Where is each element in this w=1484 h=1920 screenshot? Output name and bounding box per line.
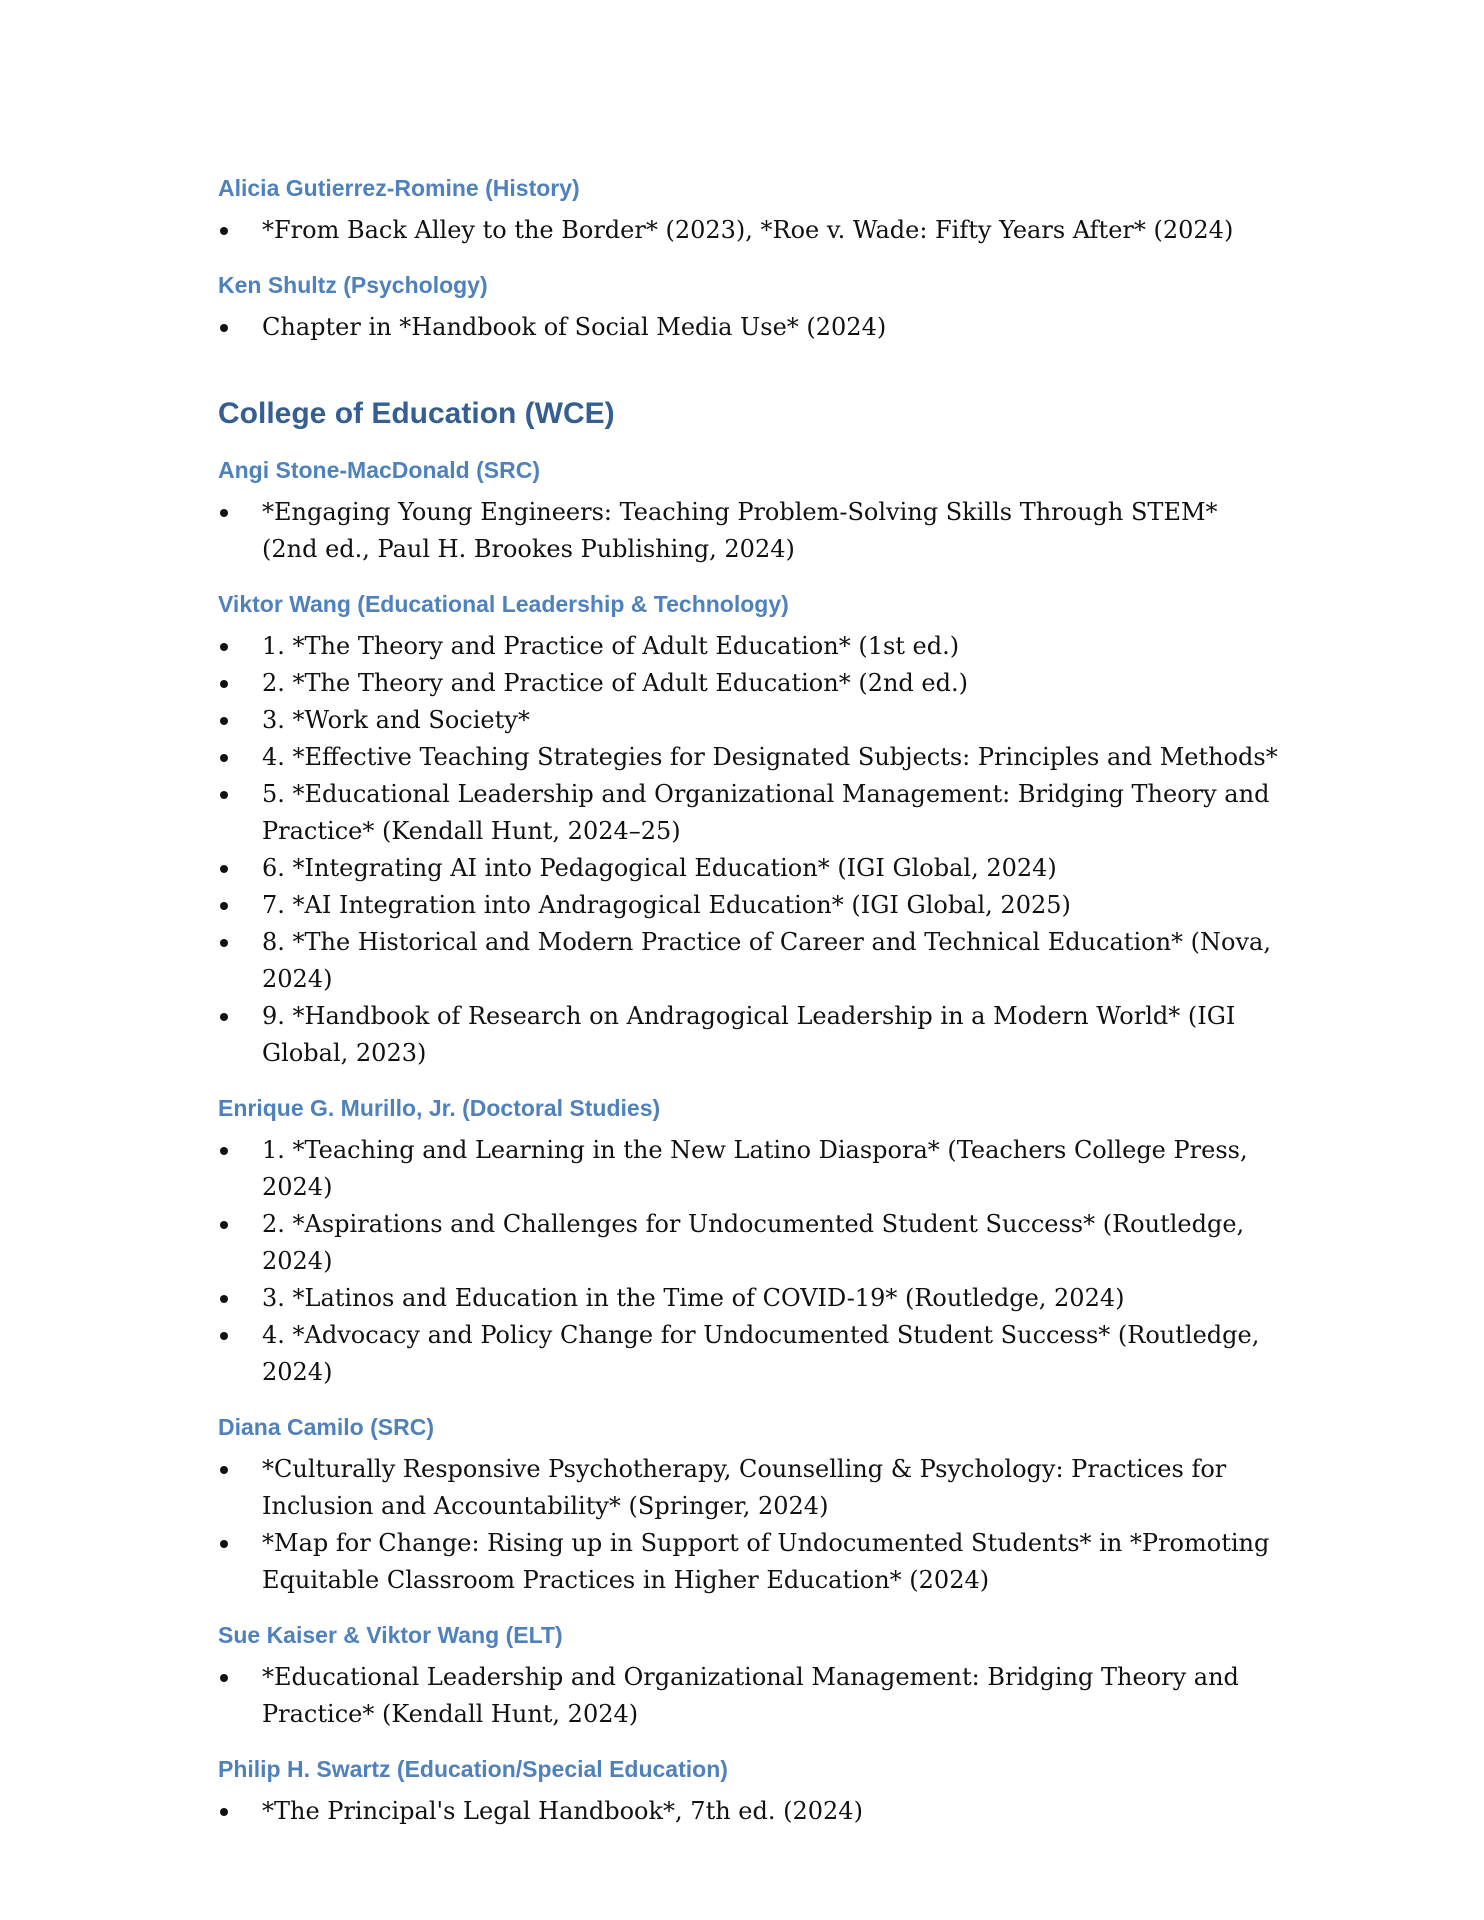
publication-list	[218, 309, 1278, 346]
bullet-icon	[220, 643, 228, 651]
publication-text: 1. *Teaching and Learning in the New Latino Diaspora* (Teachers College Press, 2024)	[262, 1136, 1248, 1201]
publication-item	[218, 1451, 1278, 1525]
publication-text: 5. *Educational Leadership and Organizational Management: Bridging Theory and Practice* (Kendall Hunt, 2024–25)	[262, 780, 1270, 845]
entry-camilo	[218, 1411, 1278, 1599]
bullet-icon	[220, 1674, 228, 1682]
publication-item	[218, 494, 1278, 568]
entry-swartz	[218, 1753, 1278, 1830]
publication-list	[218, 1659, 1278, 1733]
publication-item	[218, 1793, 1278, 1830]
publication-item	[218, 887, 1278, 924]
bullet-icon	[220, 1540, 228, 1548]
publication-text: 1. *The Theory and Practice of Adult Education* (1st ed.)	[262, 632, 960, 660]
bullet-icon	[220, 1332, 228, 1340]
publication-text: 8. *The Historical and Modern Practice of Career and Technical Education* (Nova, 2024)	[262, 928, 1271, 993]
bullet-icon	[220, 227, 228, 235]
publication-text: 3. *Work and Society*	[262, 706, 530, 734]
publication-item	[218, 628, 1278, 665]
bullet-icon	[220, 680, 228, 688]
entry-heading: Ken Shultz (Psychology)	[218, 272, 488, 298]
publication-text: *From Back Alley to the Border* (2023), *Roe v. Wade: Fifty Years After* (2024)	[262, 216, 1234, 244]
publication-list	[218, 628, 1278, 1072]
bullet-icon	[220, 717, 228, 725]
entry-shultz	[218, 269, 1278, 346]
entry-kaiser-wang	[218, 1619, 1278, 1733]
publication-text: *Map for Change: Rising up in Support of Undocumented Students* in *Promoting Equitable Classroom Practices in Higher Education* (2024)	[262, 1529, 1270, 1594]
publication-item	[218, 924, 1278, 998]
publication-text: *Educational Leadership and Organizational Management: Bridging Theory and Practice* (Kendall Hunt, 2024)	[262, 1663, 1239, 1728]
entry-stone-macdonald	[218, 454, 1278, 568]
bullet-icon	[220, 939, 228, 947]
publication-list	[218, 1793, 1278, 1830]
entry-heading: Viktor Wang (Educational Leadership & Technology)	[218, 591, 789, 617]
bullet-icon	[220, 902, 228, 910]
entry-gutierrez-romine	[218, 172, 1278, 249]
publication-text: 2. *Aspirations and Challenges for Undocumented Student Success* (Routledge, 2024)	[262, 1210, 1245, 1275]
document-page	[218, 172, 1278, 1850]
entry-heading: Sue Kaiser & Viktor Wang (ELT)	[218, 1622, 563, 1648]
bullet-icon	[220, 324, 228, 332]
publication-item	[218, 212, 1278, 249]
publication-item	[218, 1317, 1278, 1391]
publication-item	[218, 850, 1278, 887]
publication-item	[218, 1525, 1278, 1599]
bullet-icon	[220, 1013, 228, 1021]
publication-text: *Engaging Young Engineers: Teaching Problem-Solving Skills Through STEM* (2nd ed., Paul H. Brookes Publishing, 2024)	[262, 498, 1218, 563]
publication-item	[218, 1659, 1278, 1733]
publication-text: 7. *AI Integration into Andragogical Education* (IGI Global, 2025)	[262, 891, 1071, 919]
publication-text: 4. *Effective Teaching Strategies for Designated Subjects: Principles and Methods*	[262, 743, 1278, 771]
bullet-icon	[220, 754, 228, 762]
bullet-icon	[220, 791, 228, 799]
publication-item	[218, 1206, 1278, 1280]
publication-text: 9. *Handbook of Research on Andragogical Leadership in a Modern World* (IGI Global, 2023)	[262, 1002, 1236, 1067]
bullet-icon	[220, 1808, 228, 1816]
publication-text: Chapter in *Handbook of Social Media Use* (2024)	[262, 313, 887, 341]
publication-item	[218, 309, 1278, 346]
bullet-icon	[220, 509, 228, 517]
bullet-icon	[220, 1147, 228, 1155]
publication-text: 6. *Integrating AI into Pedagogical Education* (IGI Global, 2024)	[262, 854, 1057, 882]
publication-text: 2. *The Theory and Practice of Adult Education* (2nd ed.)	[262, 669, 968, 697]
publication-item	[218, 665, 1278, 702]
bullet-icon	[220, 1295, 228, 1303]
publication-item	[218, 998, 1278, 1072]
bullet-icon	[220, 1466, 228, 1474]
entry-heading: Angi Stone-MacDonald (SRC)	[218, 457, 540, 483]
publication-text: *Culturally Responsive Psychotherapy, Counselling & Psychology: Practices for Inclusion and Accountability* (Springer, 2024)	[262, 1455, 1227, 1520]
publication-list	[218, 1132, 1278, 1391]
entry-heading: Diana Camilo (SRC)	[218, 1414, 434, 1440]
section-title: College of Education (WCE)	[218, 397, 615, 430]
entry-heading: Philip H. Swartz (Education/Special Education)	[218, 1756, 728, 1782]
publication-item	[218, 739, 1278, 776]
publication-item	[218, 776, 1278, 850]
publication-list	[218, 212, 1278, 249]
publication-item	[218, 702, 1278, 739]
entry-murillo	[218, 1092, 1278, 1391]
publication-list	[218, 494, 1278, 568]
publication-item	[218, 1132, 1278, 1206]
bullet-icon	[220, 1221, 228, 1229]
entry-heading: Alicia Gutierrez-Romine (History)	[218, 175, 580, 201]
publication-text: 4. *Advocacy and Policy Change for Undocumented Student Success* (Routledge, 2024)	[262, 1321, 1260, 1386]
publication-text: *The Principal's Legal Handbook*, 7th ed. (2024)	[262, 1797, 863, 1825]
entry-heading: Enrique G. Murillo, Jr. (Doctoral Studies)	[218, 1095, 661, 1121]
entry-wang	[218, 588, 1278, 1072]
publication-text: 3. *Latinos and Education in the Time of COVID-19* (Routledge, 2024)	[262, 1284, 1125, 1312]
bullet-icon	[220, 865, 228, 873]
publication-list	[218, 1451, 1278, 1599]
publication-item	[218, 1280, 1278, 1317]
